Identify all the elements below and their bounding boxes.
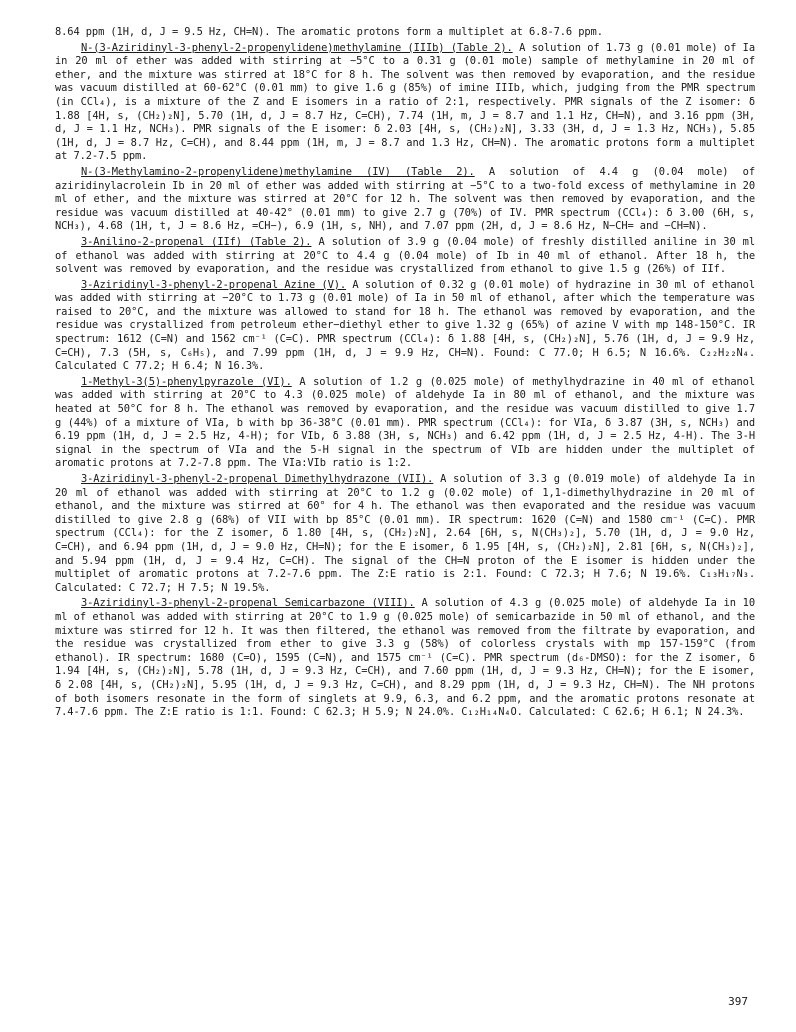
paragraph-text: A solution of 3.9 g (0.04 mole) of freshly distilled aniline in 30 ml of ethanol was added with stirring at 20°C to 4.4 g (0.04 mole) of Ib in 40 ml of ethanol. After 18 h, the solvent was removed by evaporation, and the residue was crystallized from ethanol to give 1.5 g (26%) of IIf.: [55, 235, 755, 276]
page-number: 397: [728, 995, 748, 1008]
section-title: 1-Methyl-3(5)-phenylpyrazole (VI).: [81, 375, 292, 388]
paragraph-text: A solution of 4.3 g (0.025 mole) of aldehyde Ia in 10 ml of ethanol was added with stirring at 20°C to 1.9 g (0.025 mole) of semicarbazide in 50 ml of ethanol, and the mixture was stirred for 12 h. It was then filtered, the ethanol was removed from the filtrate by evaporation, and the residue was crystallized from ether to give 3.3 g (58%) of colorless crystals with mp 157-159°C (from ethanol). IR spectrum: 1680 (C=O), 1595 (C=N), and 1575 cm⁻¹ (C=C). PMR spectrum (d₆-DMSO): for the Z isomer, δ 1.94 [4H, s, (CH₂)₂N], 5.78 (1H, d, J = 9.3 Hz, C=CH), and 7.60 ppm (1H, d, J = 9.3 Hz, CH=N); for the E isomer, δ 2.08 [4H, s, (CH₂)₂N], 5.95 (1H, d, J = 9.3 Hz, C=CH), and 8.29 ppm (1H, d, J = 9.3 Hz, CH=N). The NH protons of both isomers resonate in the form of singlets at 9.9, 6.3, and 6.2 ppm, and the aromatic protons resonate at 7.4-7.6 ppm. The Z:E ratio is 1:1. Found: C 62.3; H 5.9; N 24.0%. C₁₂H₁₄N₄O. Calculated: C 62.6; H 6.1; N 24.3%.: [55, 597, 755, 719]
section-title: 3-Anilino-2-propenal (IIf) (Table 2).: [81, 235, 312, 248]
paragraph-hydrazone-vii: [55, 473, 755, 595]
section-title: 3-Aziridinyl-3-phenyl-2-propenal Dimethylhydrazone (VII).: [81, 473, 434, 485]
section-title: N-(3-Methylamino-2-propenylidene)methylamine (IV) (Table 2).: [81, 165, 475, 178]
paragraph-imine-iiib: [55, 42, 755, 164]
paragraph-text: A solution of 1.73 g (0.01 mole) of Ia in 20 ml of ether was added with stirring at −5°C to a 0.31 g (0.01 mole) sample of methylamine in 20 ml of ether, and the mixture was stirred at 18°C for 8 h. The solvent was then removed by evaporation, and the residue was vacuum distilled at 60-62°C (0.01 mm) to give 1.6 g (85%) of imine IIIb, which, judging from the PMR spectrum (in CCl₄), is a mixture of the Z and E isomers in a ratio of 2:1, respectively. PMR signals of the Z isomer: δ 1.88 [4H, s, (CH₂)₂N], 5.70 (1H, d, J = 8.7 Hz, C=CH), 7.74 (1H, m, J = 8.7 and 1.1 Hz, CH=N), and 3.16 ppm (3H, d, J = 1.1 Hz, NCH₃). PMR signals of the E isomer: δ 2.03 [4H, s, (CH₂)₂N], 3.33 (3H, d, J = 1.3 Hz, NCH₃), 5.85 (1H, d, J = 8.7 Hz, C=CH), and 8.44 ppm (1H, m, J = 8.7 and 1.3 Hz, CH=N). The aromatic protons form a multiplet at 7.2-7.5 ppm.: [55, 41, 755, 163]
paragraph-methylamine-iv: [55, 166, 755, 234]
paragraph-anilino-iif: [55, 236, 755, 277]
paragraph-text: A solution of 1.2 g (0.025 mole) of methylhydrazine in 40 ml of ethanol was added with stirring at 20°C to 4.3 (0.025 mole) of aldehyde Ia in 80 ml of ethanol, and the mixture was heated at 50°C for 8 h. The ethanol was removed by evaporation, and the residue was vacuum distilled to give 1.7 g (44%) of a mixture of VIa, b with bp 36-38°C (0.01 mm). PMR spectrum (CCl₄): for VIa, δ 3.87 (3H, s, NCH₃) and 6.19 ppm (1H, d, J = 2.5 Hz, 4-H); for VIb, δ 3.88 (3H, s, NCH₃) and 6.42 ppm (1H, d, J = 2.5 Hz, 4-H). The 3-H signal in the spectrum of VIa and the 5-H signal in the spectrum of VIb are hidden under the multiplet of aromatic protons at 7.2-7.8 ppm. The VIa:VIb ratio is 1:2.: [55, 375, 755, 470]
section-title: 3-Aziridinyl-3-phenyl-2-propenal Semicarbazone (VIII).: [81, 597, 415, 610]
paragraph-azine-v: [55, 279, 755, 374]
paragraph-continuation: [55, 26, 755, 40]
paragraph-text: A solution of 4.4 g (0.04 mole) of aziridinylacrolein Ib in 20 ml of ether was added with stirring at −5°C to a two-fold excess of methylamine in 20 ml of ether, and the mixture was stirred at 20°C for 12 h. The solvent was then removed by evaporation, and the residue was vacuum distilled at 40-42° (0.01 mm) to give 2.7 g (70%) of IV. PMR spectrum (CCl₄): δ 3.00 (6H, s, NCH₃), 4.68 (1H, t, J = 8.6 Hz, =CH−), 6.9 (1H, s, NH), and 7.07 ppm (2H, d, J = 8.6 Hz, N−CH= and −CH=N).: [55, 165, 755, 233]
section-title: 3-Aziridinyl-3-phenyl-2-propenal Azine (V).: [81, 278, 347, 291]
paragraph-pyrazole-vi: [55, 376, 755, 471]
paragraph-semicarbazone-viii: [55, 597, 755, 719]
section-title: N-(3-Aziridinyl-3-phenyl-2-propenylidene)methylamine (IIIb) (Table 2).: [81, 41, 513, 54]
document-body: [55, 26, 755, 722]
paragraph-text: A solution of 0.32 g (0.01 mole) of hydrazine in 30 ml of ethanol was added with stirring at −20°C to 1.73 g (0.01 mole) of Ia in 50 ml of ethanol, after which the temperature was raised to 20°C, and the mixture was allowed to stand for 18 h. The ethanol was removed by evaporation, and the residue was crystallized from petroleum ether−diethyl ether to give 1.32 g (65%) of azine V with mp 148-150°C. IR spectrum: 1612 (C=N) and 1562 cm⁻¹ (C=C). PMR spectrum (CCl₄): δ 1.88 [4H, s, (CH₂)₂N], 5.76 (1H, d, J = 9.9 Hz, C=CH), 7.3 (5H, s, C₆H₅), and 7.99 ppm (1H, d, J = 9.9 Hz, CH=N). Found: C 77.0; H 6.5; N 16.6%. C₂₂H₂₂N₄. Calculated C 77.2; H 6.4; N 16.3%.: [55, 278, 755, 373]
paragraph-text: 8.64 ppm (1H, d, J = 9.5 Hz, CH=N). The aromatic protons form a multiplet at 6.8-7.6 ppm.: [55, 26, 603, 38]
paragraph-text: A solution of 3.3 g (0.019 mole) of aldehyde Ia in 20 ml of ethanol was added with stirring at 20°C to 1.2 g (0.02 mole) of 1,1-dimethylhydrazine in 20 ml of ethanol, and the mixture was stirred at 60° for 4 h. The ethanol was then evaporated and the residue was vacuum distilled to give 2.8 g (68%) of VII with bp 85°C (0.01 mm). IR spectrum: 1620 (C=N) and 1580 cm⁻¹ (C=C). PMR spectrum (CCl₄): for the Z isomer, δ 1.80 [4H, s, (CH₂)₂N], 2.64 [6H, s, N(CH₃)₂], 5.70 (1H, d, J = 9.0 Hz, C=CH), and 6.94 ppm (1H, d, J = 9.0 Hz, CH=N); for the E isomer, δ 1.95 [4H, s, (CH₂)₂N], 2.81 [6H, s, N(CH₃)₂], and 5.94 ppm (1H, d, J = 9.4 Hz, C=CH). The signal of the CH=N proton of the E isomer is hidden under the multiplet of aromatic protons at 7.2-7.6 ppm. The Z:E ratio is 2:1. Found: C 72.3; H 7.6; N 19.6%. C₁₃H₁₇N₃. Calculated: C 72.7; H 7.5; N 19.5%.: [55, 473, 755, 594]
